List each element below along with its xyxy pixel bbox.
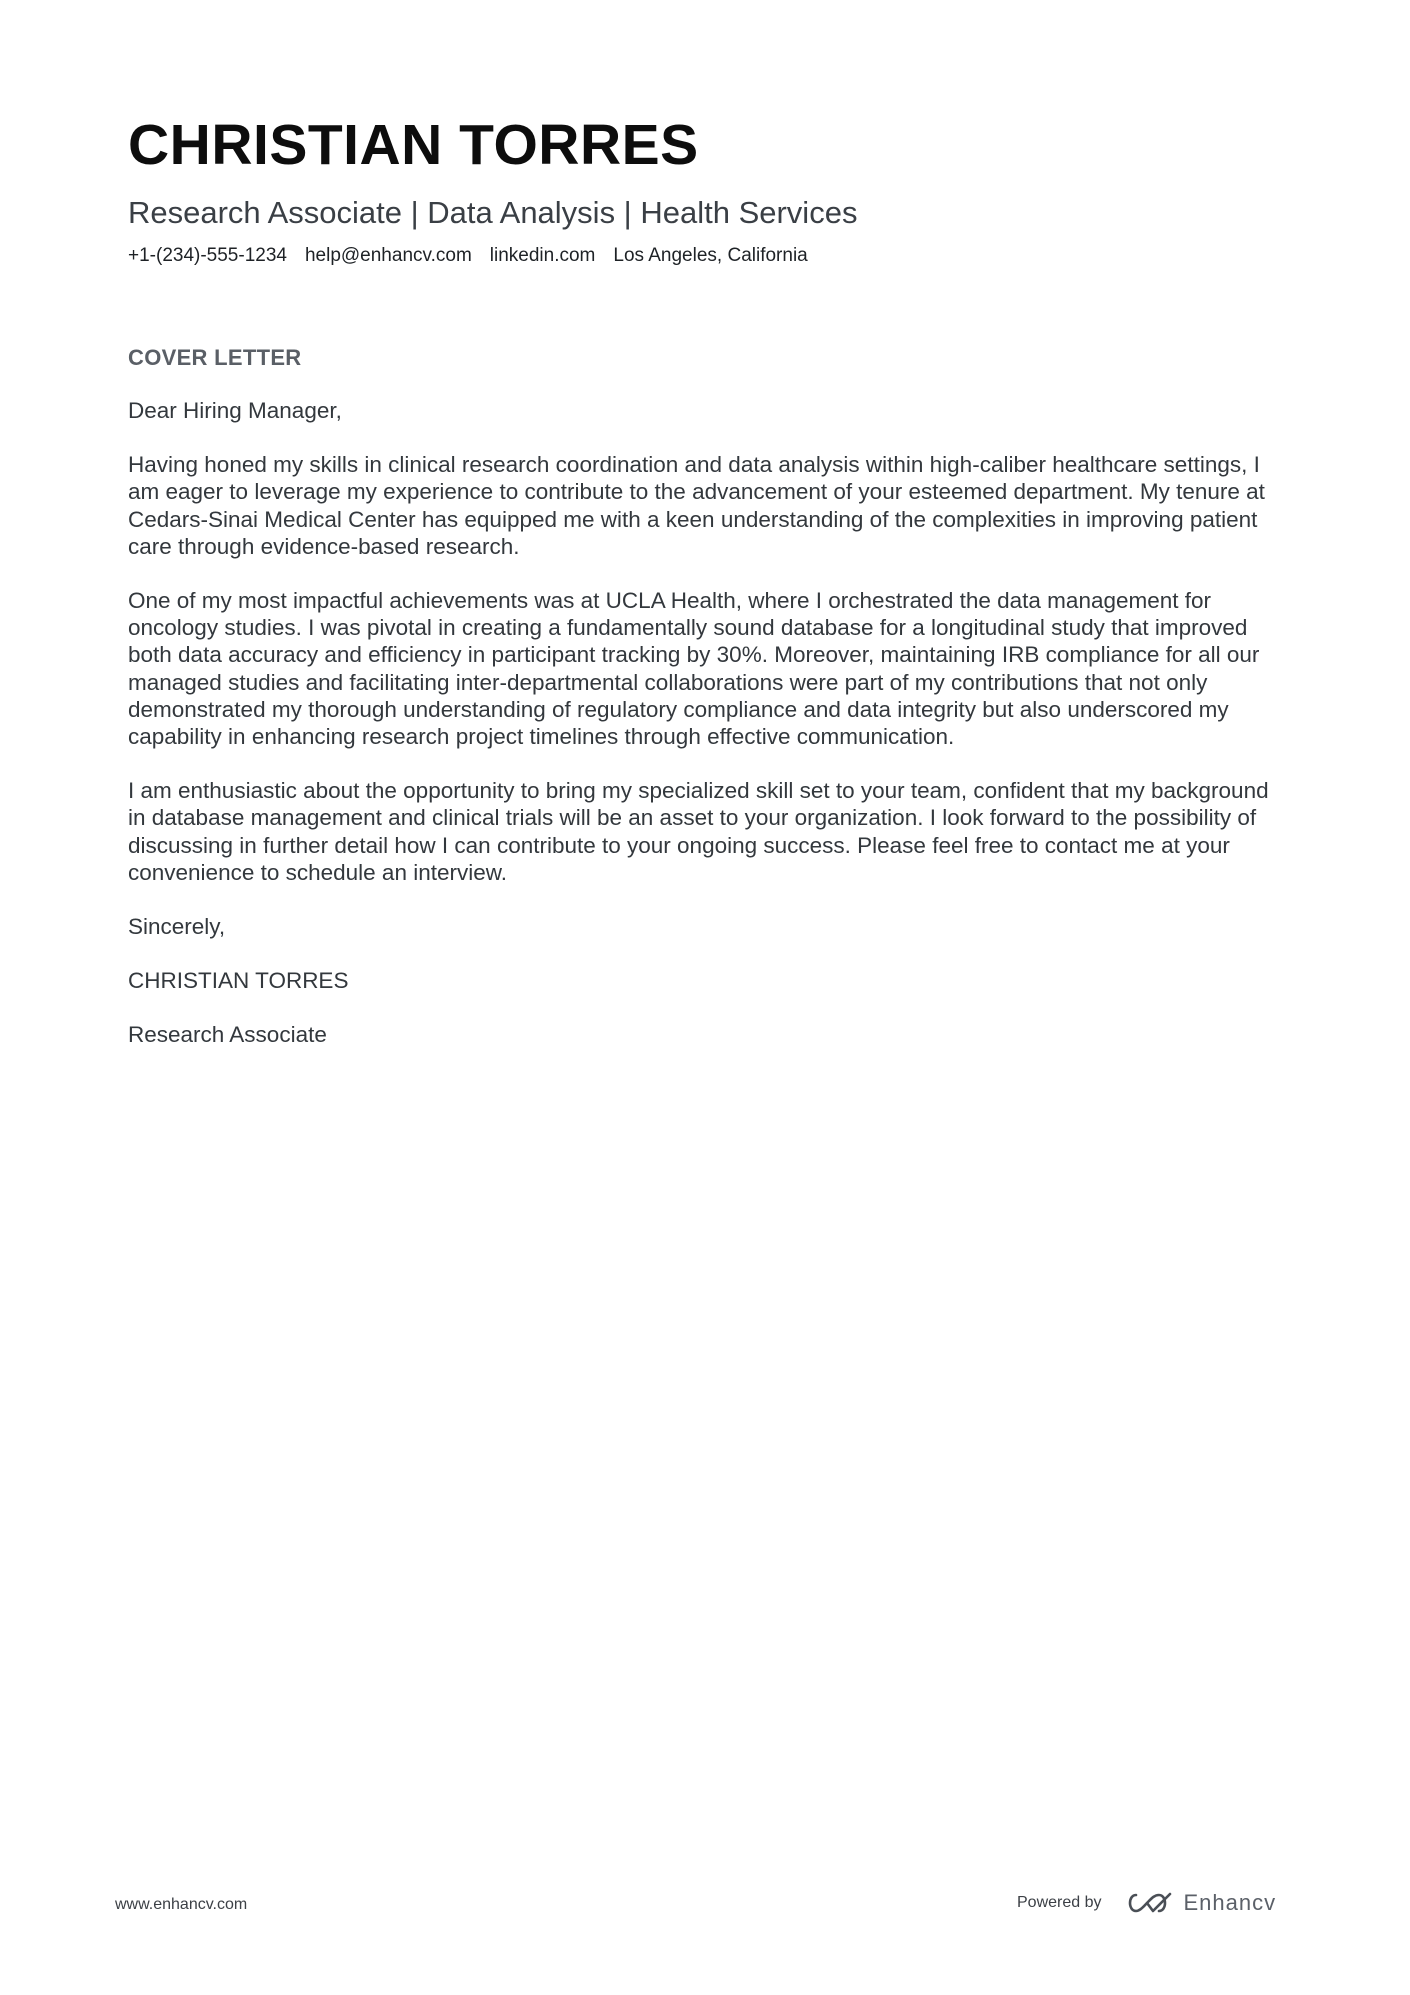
brand-name: Enhancv	[1183, 1890, 1277, 1915]
candidate-headline: Research Associate | Data Analysis | Health Services	[128, 195, 858, 230]
contact-info	[128, 244, 1278, 268]
website-link[interactable]: www.enhancv.com	[115, 1896, 248, 1913]
linkedin-link[interactable]: linkedin.com	[489, 245, 596, 266]
section-title: COVER LETTER	[128, 345, 302, 370]
letter-paragraph-3: I am enthusiastic about the opportunity to bring my specialized skill set to your team, confident that my background in database management and clinical trials will be an asset to your organization. I look forward to the possibility of discussing in further detail how I can contribute to your ongoing success. Please feel free to contact me at your convenience to schedule an interview.	[128, 778, 1269, 885]
signature-name: CHRISTIAN TORRES	[128, 968, 349, 994]
powered-by-label: Powered by	[1017, 1894, 1102, 1911]
greeting: Dear Hiring Manager,	[128, 398, 342, 423]
letter-body	[128, 344, 1278, 1076]
closing: Sincerely,	[128, 914, 226, 940]
powered-by-badge[interactable]	[1017, 1888, 1276, 1918]
signature-title: Research Associate	[128, 1022, 327, 1048]
letter-paragraph-2: One of my most impactful achievements was at UCLA Health, where I orchestrated the data management for oncology studies. I was pivotal in creating a fundamentally sound database for a longitudinal study that improved both data accuracy and efficiency in participant tracking by 30%. Moreover, maintaining IRB compliance for all our managed studies and facilitating inter-departmental collaborations were part of my contributions that not only demonstrated my thorough understanding of regulatory compliance and data integrity but also underscored my capability in enhancing research project timelines through effective communication.	[128, 588, 1260, 750]
resume-header	[128, 112, 1278, 268]
enhancv-brand	[1126, 1891, 1277, 1915]
candidate-name: CHRISTIAN TORRES	[128, 113, 699, 177]
location: Los Angeles, California	[613, 245, 808, 266]
letter-paragraph-1: Having honed my skills in clinical research coordination and data analysis within high-caliber healthcare settings, I am eager to leverage my experience to contribute to the advancement of your esteemed department. My tenure at Cedars-Sinai Medical Center has equipped me with a keen understanding of the complexities in improving patient care through evidence-based research.	[128, 452, 1265, 559]
email-link[interactable]: help@enhancv.com	[304, 245, 472, 266]
enhancv-logo-icon	[1126, 1891, 1172, 1915]
phone-number: +1-(234)-555-1234	[128, 245, 287, 266]
